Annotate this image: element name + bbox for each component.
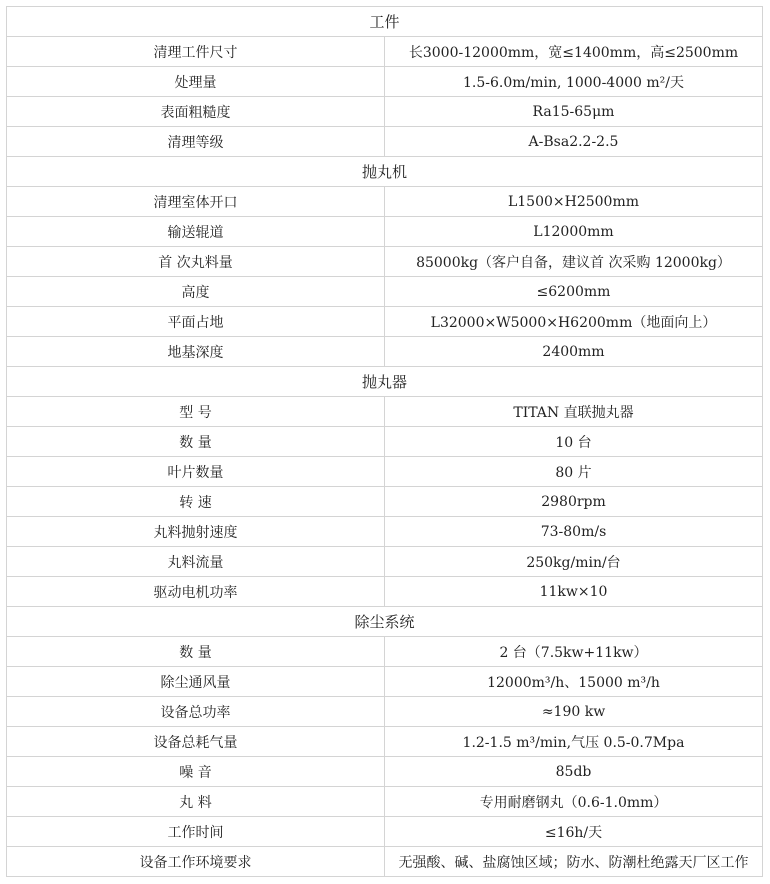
- spec-label: 型 号: [7, 397, 385, 427]
- spec-label: 首 次丸料量: [7, 247, 385, 277]
- table-row: [7, 667, 763, 697]
- spec-label: 丸 料: [7, 787, 385, 817]
- table-row: [7, 817, 763, 847]
- table-row: [7, 127, 763, 157]
- spec-value: 2400mm: [385, 337, 763, 367]
- spec-label: 工作时间: [7, 817, 385, 847]
- table-row: [7, 637, 763, 667]
- section-header-row: [7, 157, 763, 187]
- spec-label: 输送辊道: [7, 217, 385, 247]
- table-row: [7, 457, 763, 487]
- table-row: [7, 757, 763, 787]
- table-row: [7, 97, 763, 127]
- spec-label: 数 量: [7, 637, 385, 667]
- spec-value: 85db: [385, 757, 763, 787]
- table-row: [7, 847, 763, 877]
- spec-value: L12000mm: [385, 217, 763, 247]
- spec-table: [6, 6, 763, 877]
- spec-value: L32000×W5000×H6200mm（地面向上）: [385, 307, 763, 337]
- spec-label: 平面占地: [7, 307, 385, 337]
- section-title: 工件: [7, 7, 763, 37]
- spec-label: 丸料流量: [7, 547, 385, 577]
- spec-value: 1.2-1.5 m³/min,气压 0.5-0.7Mpa: [385, 727, 763, 757]
- spec-value: 12000m³/h、15000 m³/h: [385, 667, 763, 697]
- spec-value: 85000kg（客户自备，建议首 次采购 12000kg）: [385, 247, 763, 277]
- spec-label: 丸料抛射速度: [7, 517, 385, 547]
- table-row: [7, 427, 763, 457]
- table-row: [7, 397, 763, 427]
- spec-value: Ra15-65μm: [385, 97, 763, 127]
- spec-value: 80 片: [385, 457, 763, 487]
- table-row: [7, 37, 763, 67]
- section-title: 抛丸器: [7, 367, 763, 397]
- spec-label: 设备总耗气量: [7, 727, 385, 757]
- table-row: [7, 727, 763, 757]
- section-header-row: [7, 7, 763, 37]
- table-row: [7, 277, 763, 307]
- table-row: [7, 787, 763, 817]
- spec-value: 73-80m/s: [385, 517, 763, 547]
- spec-value: 1.5-6.0m/min, 1000-4000 m²/天: [385, 67, 763, 97]
- spec-value: 250kg/min/台: [385, 547, 763, 577]
- spec-label: 清理室体开口: [7, 187, 385, 217]
- spec-value: ≤16h/天: [385, 817, 763, 847]
- section-title: 除尘系统: [7, 607, 763, 637]
- spec-value: ≈190 kw: [385, 697, 763, 727]
- spec-value: 长3000-12000mm，宽≤1400mm，高≤2500mm: [385, 37, 763, 67]
- spec-value: 专用耐磨钢丸（0.6-1.0mm）: [385, 787, 763, 817]
- table-row: [7, 577, 763, 607]
- spec-label: 设备总功率: [7, 697, 385, 727]
- table-row: [7, 217, 763, 247]
- spec-label: 噪 音: [7, 757, 385, 787]
- table-row: [7, 307, 763, 337]
- table-row: [7, 547, 763, 577]
- spec-value: TITAN 直联抛丸器: [385, 397, 763, 427]
- spec-label: 驱动电机功率: [7, 577, 385, 607]
- section-header-row: [7, 607, 763, 637]
- spec-label: 清理等级: [7, 127, 385, 157]
- spec-label: 处理量: [7, 67, 385, 97]
- spec-label: 数 量: [7, 427, 385, 457]
- table-row: [7, 67, 763, 97]
- table-row: [7, 697, 763, 727]
- spec-value: 无强酸、碱、盐腐蚀区域；防水、防潮杜绝露天厂区工作: [385, 847, 763, 877]
- spec-label: 地基深度: [7, 337, 385, 367]
- spec-value: 11kw×10: [385, 577, 763, 607]
- spec-label: 除尘通风量: [7, 667, 385, 697]
- spec-value: L1500×H2500mm: [385, 187, 763, 217]
- table-row: [7, 337, 763, 367]
- table-row: [7, 247, 763, 277]
- spec-value: ≤6200mm: [385, 277, 763, 307]
- spec-value: A-Bsa2.2-2.5: [385, 127, 763, 157]
- spec-label: 清理工件尺寸: [7, 37, 385, 67]
- section-header-row: [7, 367, 763, 397]
- spec-value: 2980rpm: [385, 487, 763, 517]
- spec-label: 叶片数量: [7, 457, 385, 487]
- spec-label: 表面粗糙度: [7, 97, 385, 127]
- table-row: [7, 487, 763, 517]
- spec-value: 10 台: [385, 427, 763, 457]
- spec-value: 2 台（7.5kw+11kw）: [385, 637, 763, 667]
- spec-label: 高度: [7, 277, 385, 307]
- table-row: [7, 187, 763, 217]
- spec-table-body: [7, 7, 763, 877]
- table-row: [7, 517, 763, 547]
- section-title: 抛丸机: [7, 157, 763, 187]
- spec-label: 设备工作环境要求: [7, 847, 385, 877]
- spec-label: 转 速: [7, 487, 385, 517]
